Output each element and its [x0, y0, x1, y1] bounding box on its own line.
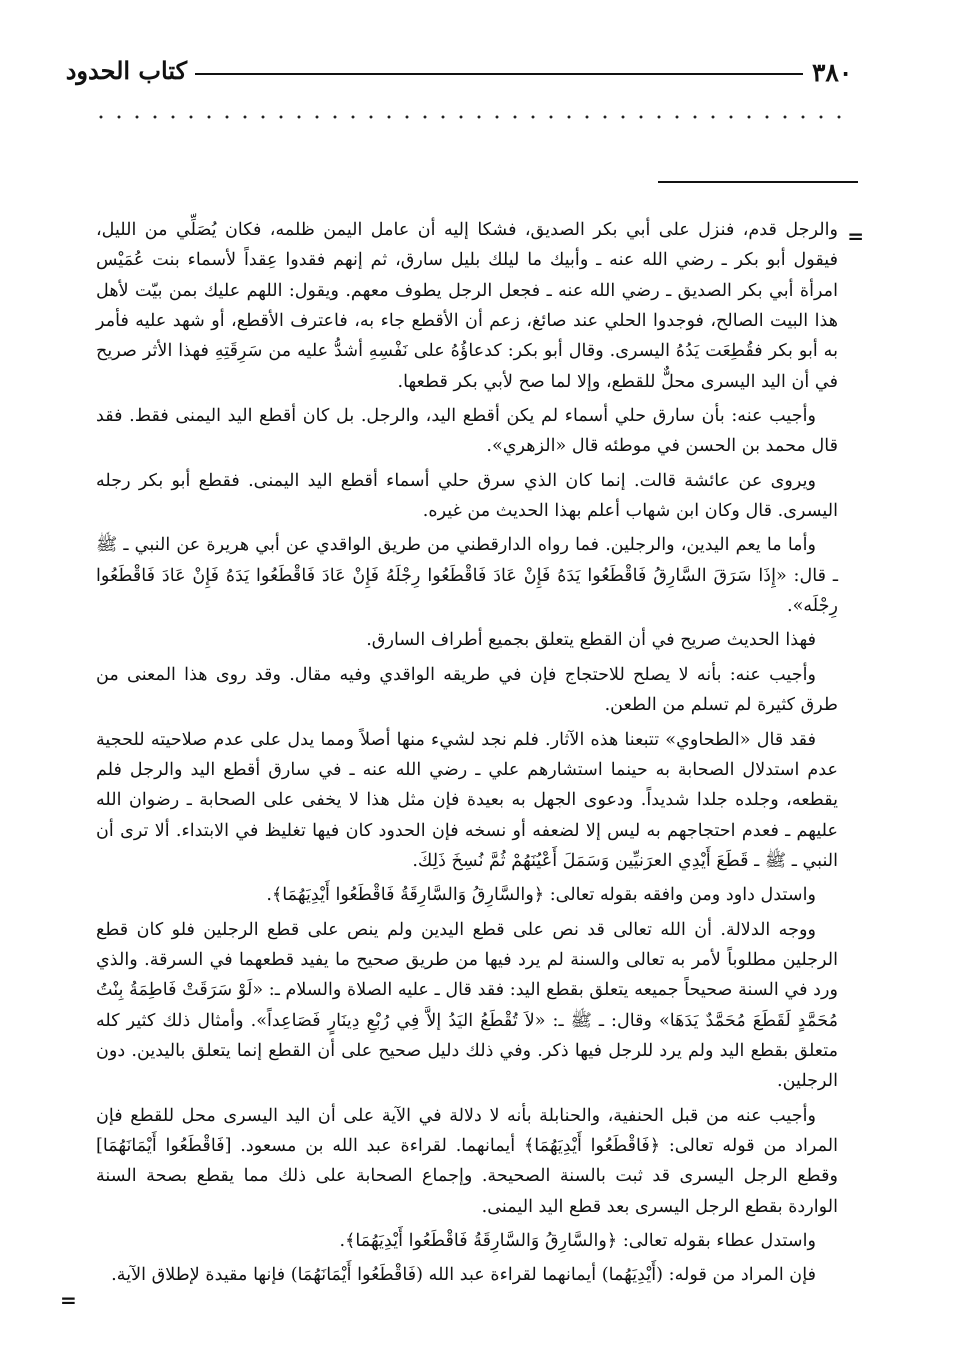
paragraph: فقد قال «الطحاوي» تتبعنا هذه الآثار. فلم نجد لشيء منها أصلاً ومما يدل على عدم صلاحيته للحجية عدم استدلال الصحابة به حينما استشارهم علي ـ رضي الله عنه ـ في سارق أقطع اليد والرجل فلم يقطعه، وجلده جلدا شديداً. ودعوى الجهل به بعيدة فإن مثل هذا لا يخفى على الصحابة ـ رضوان الله عليهم ـ فعدم احتجاجهم به ليس إلا لضعفه أو نسخه فإن الحدود كان فيها تغليظ في الابتداء. ألا ترى أن النبي ـ ﷺ ـ قَطَعَ أَيْدِي العرَنيِّين وَسَمَلَ أَعْيُنَهُمْ ثُمَّ نُسِخَ ذَلِكَ. — [96, 729, 838, 871]
footnote-rule — [658, 181, 858, 183]
paragraph: وأجيب عنه: بأن سارق حلي أسماء لم يكن أقطع اليد، والرجل. بل كان أقطع اليد اليمنى فقط. فقد قال محمد بن الحسن في موطئه قال «الزهري». — [96, 406, 838, 457]
running-title: كتاب الحدود — [65, 56, 187, 85]
page-number: ٣٨٠ — [812, 58, 853, 87]
paragraph: والرجل قدم، فنزل على أبي بكر الصديق، فشكا إليه أن عامل اليمن ظلمه، فكان يُصَلِّي من الليل، فيقول أبو بكر ـ رضي الله عنه ـ وأبيك ما ليلك بليل سارق، ثم إنهم فقدوا عِقداً لأسماء بنت عُمَيْس امرأة أبي بكر الصديق ـ رضي الله عنه ـ فجعل الرجل يطوف معهم. ويقول: اللهم عليك بمن بيّت لأهل هذا البيت الصالح، فوجدوا الحلي عند صائغ، زعم أن الأقطع جاء به، فاعترف الأقطع، أو شهد عليه فأمر به أبو بكر فقُطِعَت يَدُهُ اليسرى. وقال أبو بكر: كدعاؤُهُ على نَفْسِهِ أشدُّ عليه من سَرِقَتِهِ فهذا الأثر صريح في أن اليد اليسرى محلٌّ للقطع، وإلا لما صح لأبي بكر قطعها. — [96, 220, 838, 392]
paragraph: ووجه الدلالة. أن الله تعالى قد نص على قطع اليدين ولم ينص على قطع الرجلين فلو كان قطع الرجلين مطلوباً لأمر به تعالى والسنة لم يرد فيها من طريق صحيح ما يفيد قطعهما في السرقة. والذي ورد في السنة صحيحاً جميعه يتعلق بقطع اليد: فقد قال ـ عليه الصلاة والسلام ـ: «لَوْ سَرَقَتْ فَاطِمَةُ بِنْتُ مُحَمَّدٍ لَقَطَعَ مُحَمَّدٌ يَدَهَا» وقال: ـ ﷺ ـ: «لاَ تُقْطَعُ اليَدُ إلاَّ فِي رُبْعِ دِينَارٍ فَصَاعِداً». وأمثال ذلك كثير كله متعلق بقطع اليد ولم يرد للرجل فيها ذكر. وفي ذلك دليل صحيح على أن القطع إنما يتعلق باليدين. دون الرجلين. — [96, 919, 838, 1092]
paragraph: فإن المراد من قوله: (أَيْدِيَهُما) أيمانهما لقراءة عبد الله (فَاقْطَعُوا أَيْمَانَهُمَا) فإنها مقيدة لإطلاق الآية. — [111, 1265, 816, 1286]
paragraph: واستدل عطاء بقوله تعالى: ﴿والسَّارِقُ وَالسَّارِقَةُ فَاقْطَعُوا أَيْدِيَهُمَا﴾. — [339, 1231, 816, 1251]
dotted-separator — [92, 110, 854, 124]
paragraph: فهذا الحديث صريح في أن القطع يتعلق بجميع أطراف السارق. — [366, 630, 816, 651]
continued-marker: = — [847, 224, 864, 248]
footnote-body — [96, 215, 838, 1295]
paragraph: واستدل داود ومن وافقه بقوله تعالى: ﴿والسَّارِقُ وَالسَّارِقَةُ فَاقْطَعُوا أَيْدِيَهُمَا﴾. — [266, 885, 816, 906]
continues-marker: = — [60, 1288, 77, 1312]
paragraph: وأما ما يعم اليدين، والرجلين. فما رواه الدارقطني من طريق الواقدي عن أبي هريرة عن النبي ـ ﷺ ـ قال: «إِذَا سَرَقَ السَّارِقُ فَاقْطَعُوا يَدَهُ فَإِنْ عَادَ فَاقْطَعُوا رِجْلَهُ فَإِنْ عَادَ فَاقْطَعُوا يَدَهُ فَإِنْ عَادَ فَاقْطَعُوا رِجْلَه». — [96, 535, 838, 617]
header-rule — [195, 73, 803, 75]
paragraph: وأجيب عنه من قبل الحنفية، والحنابلة بأنه لا دلالة في الآية على أن اليد اليسرى محل للقطع فإن المراد من قوله تعالى: ﴿فَاقْطَعُوا أَيْدِيَهُمَا﴾ أيمانهما. لقراءة عبد الله بن مسعود. [فَاقْطَعُوا أَيْمَانَهُمَا] وقطع الرجل اليسرى قد ثبت بالسنة الصحيحة. وإجماع الصحابة على ذلك مما يقطع بصحة السنة الواردة بقطع الرجل اليسرى بعد قطع اليد اليمنى. — [96, 1105, 838, 1217]
paragraph: ويروى عن عائشة قالت. إنما كان الذي سرق حلي أسماء أقطع اليد اليمنى. فقطع أبو بكر رجله اليسرى. قال وكان ابن شهاب أعلم بهذا الحديث من غيره. — [96, 470, 838, 522]
paragraph: وأجيب عنه: بأنه لا يصلح للاحتجاج فإن في طريقه الواقدي وفيه مقال. وقد روى هذا المعنى من طرق كثيرة لم تسلم من الطعن. — [96, 664, 838, 716]
